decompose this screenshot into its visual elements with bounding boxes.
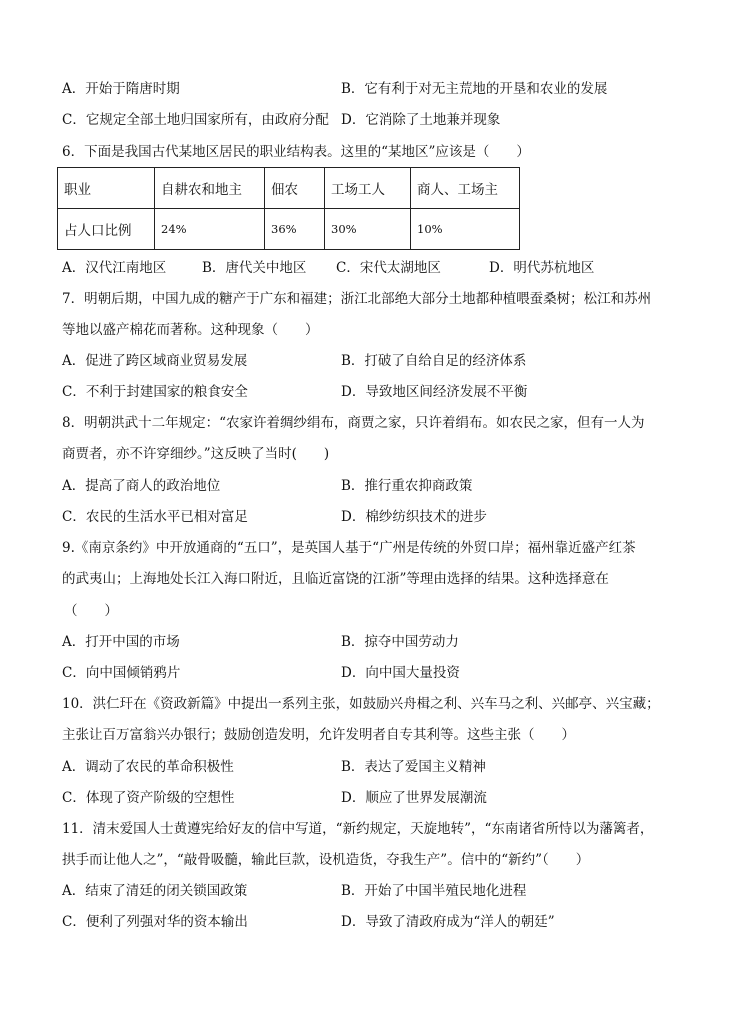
table-header-cell: 自耕农和地主 [155,168,265,209]
q10-option-b: B．表达了爱国主义精神 [341,759,486,775]
q11-stem: 11．清末爱国人士黄遵宪给好友的信中写道，“新约规定，天旋地转”，“东南诸省所恃以为藩篱者， [62,821,654,837]
q7-option-d: D．导致地区间经济发展不平衡 [341,384,528,400]
q5-option-b: B．它有利于对无主荒地的开垦和农业的发展 [341,81,608,97]
table-cell: 24% [155,209,265,250]
table-cell: 36% [265,209,325,250]
q11-stem-continued: 拱手而让他人之”，“敲骨吸髓，输此巨款，设机造货，夺我生产”。信中的“新约”（ ） [62,852,590,868]
q10-option-d: D．顺应了世界发展潮流 [341,790,487,806]
q7-option-a: A．促进了跨区域商业贸易发展 [62,353,248,369]
q5-option-c: C．它规定全部土地归国家所有，由政府分配 [62,112,329,128]
table-header-cell: 职业 [58,168,155,209]
table-cell: 30% [325,209,411,250]
q9-stem-continued: 的武夷山；上海地处长江入海口附近，且临近富饶的江浙”等理由选择的结果。这种选择意在 [62,571,609,587]
q8-option-b: B．推行重农抑商政策 [341,478,473,494]
q7-option-b: B．打破了自给自足的经济体系 [341,353,527,369]
q10-stem: 10．洪仁玕在《资政新篇》中提出一系列主张，如鼓励兴舟楫之利、兴车马之利、兴邮亭、兴宝藏； [62,696,660,712]
q11-option-c: C．便利了列强对华的资本输出 [62,914,248,930]
q6-option-a: A．汉代江南地区 [62,260,167,276]
q9-option-b: B．掠夺中国劳动力 [341,634,459,650]
q5-option-a: A．开始于隋唐时期 [62,81,180,97]
q10-option-a: A．调动了农民的革命积极性 [62,759,234,775]
table-row [58,209,520,250]
table-header-cell: 工场工人 [325,168,411,209]
q8-option-a: A．提高了商人的政治地位 [62,478,221,494]
q10-stem-continued: 主张让百万富翁兴办银行；鼓励创造发明，允许发明者自专其利等。这些主张（ ） [62,727,575,743]
q6-stem: 6．下面是我国古代某地区居民的职业结构表。这里的“某地区”应该是（ ） [62,144,530,160]
q7-stem-continued: 等地以盛产棉花而著称。这种现象（ ） [62,322,319,338]
q9-answer-blank: （ ） [64,603,118,619]
q11-option-b: B．开始了中国半殖民地化进程 [341,883,527,899]
q9-option-a: A．打开中国的市场 [62,634,180,650]
occupation-table [57,167,520,250]
q8-stem-continued: 商贾者，亦不许穿细纱。”这反映了当时( ) [62,446,330,462]
q6-option-c: C．宋代太湖地区 [336,260,441,276]
table-cell: 占人口比例 [58,209,155,250]
q8-option-d: D．棉纱纺织技术的进步 [341,509,487,525]
q10-option-c: C．体现了资产阶级的空想性 [62,790,235,806]
q6-option-b: B．唐代关中地区 [202,260,307,276]
q9-stem: 9.《南京条约》中开放通商的“五口”，是英国人基于“广州是传统的外贸口岸；福州靠近盛产红茶 [62,540,636,556]
q9-option-d: D．向中国大量投资 [341,665,460,681]
q8-stem: 8．明朝洪武十二年规定：“农家许着绸纱绢布，商贾之家，只许着绢布。如农民之家，但有一人为 [62,415,645,431]
q9-option-c: C．向中国倾销鸦片 [62,665,181,681]
q11-option-a: A．结束了清廷的闭关锁国政策 [62,883,248,899]
table-header-cell: 商人、工场主 [411,168,520,209]
table-row [58,168,520,209]
q6-option-d: D．明代苏杭地区 [489,260,595,276]
table-header-cell: 佃农 [265,168,325,209]
q11-option-d: D．导致了清政府成为“洋人的朝廷” [341,914,555,930]
q5-option-d: D．它消除了土地兼并现象 [341,112,501,128]
q7-option-c: C．不利于封建国家的粮食安全 [62,384,248,400]
q7-stem: 7．明朝后期，中国九成的糖产于广东和福建；浙江北部绝大部分土地都种植喂蚕桑树；松江和苏州 [62,291,652,307]
table-cell: 10% [411,209,520,250]
q8-option-c: C．农民的生活水平已相对富足 [62,509,248,525]
